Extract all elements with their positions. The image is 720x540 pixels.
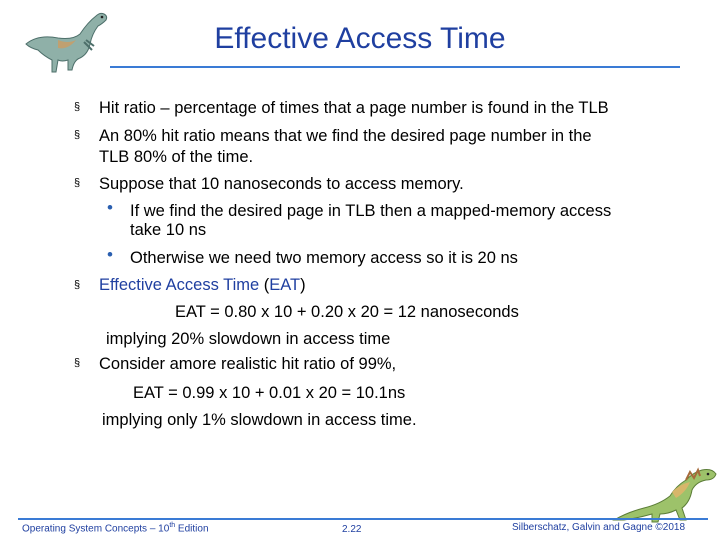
footer-divider (18, 518, 708, 520)
bullet-marker: § (74, 129, 81, 141)
bullet-marker: § (74, 101, 81, 113)
eat-equation-80: EAT = 0.80 x 10 + 0.20 x 20 = 12 nanoseconds (175, 303, 519, 321)
title-divider (110, 66, 680, 68)
bullet-80-percent-line1: An 80% hit ratio means that we find the desired page number in the (99, 127, 592, 145)
bullet-marker: § (74, 177, 81, 189)
eat-abbr: EAT (269, 276, 301, 294)
footer-book-title (22, 522, 209, 534)
eat-note-20-slowdown: implying 20% slowdown in access time (106, 330, 391, 348)
footer-edition-word: Edition (175, 523, 209, 535)
bullet-hit-ratio: Hit ratio – percentage of times that a page number is found in the TLB (99, 99, 609, 117)
sub-bullet-tlb-miss: Otherwise we need two memory access so it is 20 ns (130, 249, 518, 267)
sub-bullet-tlb-hit-line2: take 10 ns (130, 221, 207, 239)
sub-bullet-marker: • (107, 245, 113, 264)
slide-title: Effective Access Time (214, 22, 506, 55)
eat-paren-open: ( (263, 276, 270, 294)
eat-note-1-slowdown: implying only 1% slowdown in access time. (102, 411, 417, 429)
sub-bullet-marker: • (107, 198, 113, 217)
sub-bullet-tlb-hit-line1: If we find the desired page in TLB then a mapped-memory access (130, 202, 612, 220)
footer-slide-number: 2.22 (342, 524, 362, 535)
bullet-eat-heading (99, 275, 306, 295)
footer-edition-suffix: th (169, 522, 176, 529)
bullet-80-percent-line2: TLB 80% of the time. (99, 148, 254, 166)
bullet-marker: § (74, 357, 81, 369)
eat-paren-close: ) (300, 276, 306, 294)
bullet-99-percent: Consider amore realistic hit ratio of 99%, (99, 355, 397, 373)
footer-copyright: Silberschatz, Galvin and Gagne ©2018 (512, 522, 686, 533)
footer-book-title-text: Operating System Concepts – 10 (22, 523, 170, 535)
eat-term: Effective Access Time (99, 276, 264, 294)
bullet-marker: § (74, 279, 81, 291)
dinosaur-icon (610, 462, 720, 524)
eat-equation-99: EAT = 0.99 x 10 + 0.01 x 20 = 10.1ns (133, 384, 406, 402)
bullet-memory-access: Suppose that 10 nanoseconds to access memory. (99, 175, 464, 193)
